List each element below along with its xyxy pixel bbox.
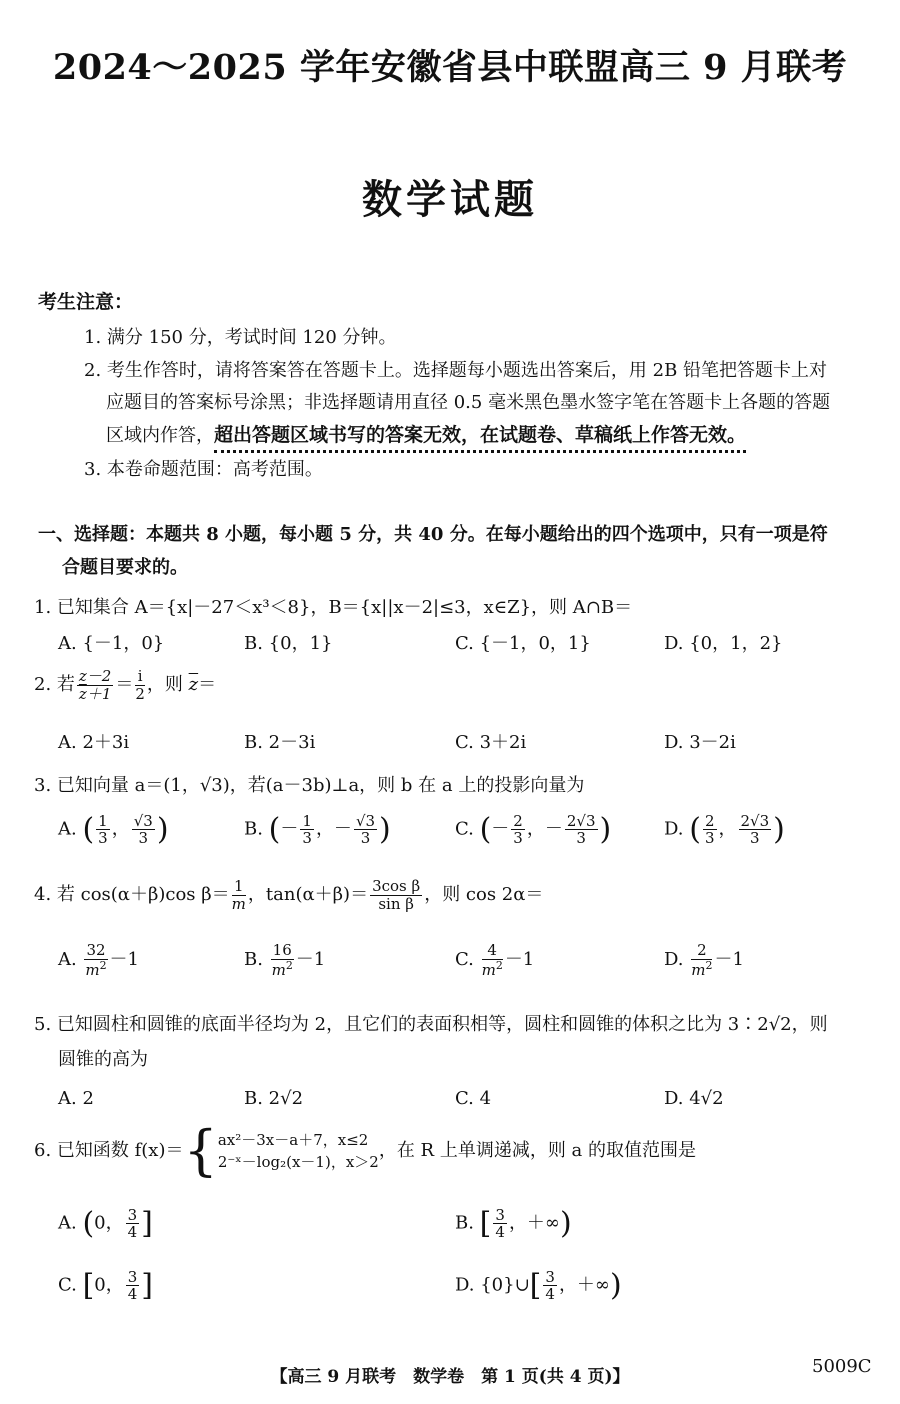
q6-piecewise: ax²－3x－a＋7，x≤2 2⁻ˣ－log₂(x－1)，x＞2 [217, 1130, 379, 1171]
q2-fraction-right: $\frac{i}{2}$ [135, 667, 145, 703]
q3-option-d: D. ( $\frac{2}{3}$ ， $\frac{2√3}{3}$ ) [664, 811, 785, 847]
q1-option-b: B. {0，1} [244, 633, 333, 654]
page-footer: 【高三 9 月联考 数学卷 第 1 页(共 4 页)】 [270, 1367, 630, 1387]
section-1-heading: 一、选择题：本题共 8 小题，每小题 5 分，共 40 分。在每小题给出的四个选项中，只有一项是符 [38, 524, 828, 545]
notice-item-2-line-2: 应题目的答案标号涂黑；非选择题请用直径 0.5 毫米黑色墨水签字笔在答题卡上各题的答题 [106, 392, 831, 413]
q6-option-b: B. [ $\frac{3}{4}$ ，＋∞) [455, 1205, 572, 1241]
q6-option-d: D. {0}∪[ $\frac{3}{4}$ ，＋∞) [455, 1267, 622, 1303]
q1-option-c: C. {－1，0，1} [455, 633, 591, 654]
notice-item-2-text: 区域内作答， [106, 425, 214, 446]
q1-option-d: D. {0，1，2} [664, 633, 783, 654]
notice-item-3: 3. 本卷命题范围：高考范围。 [84, 459, 323, 480]
q3-stem: 3. 已知向量 a＝(1，√3)，若(a－3b)⊥a，则 b 在 a 上的投影向量为 [34, 775, 585, 796]
q2-option-d: D. 3－2i [664, 732, 736, 753]
notice-emphasis: 超出答题区域书写的答案无效，在试题卷、草稿纸上作答无效。 [214, 424, 746, 453]
q3-option-b: B. (－ $\frac{1}{3}$ ，－ $\frac{√3}{3}$ ) [244, 811, 391, 847]
q1-stem: 1. 已知集合 A＝{x|－27＜x³＜8}，B＝{x||x－2|≤3，x∈Z}，则 A∩B＝ [34, 597, 633, 618]
q2-option-b: B. 2－3i [244, 732, 316, 753]
notice-item-1: 1. 满分 150 分，考试时间 120 分钟。 [84, 327, 397, 348]
q4-stem: 4. 若 cos(α＋β)cos β＝ $\frac{1}{m}$ ，tan(α＋β)＝ $\frac{\text{3cos β}}{\text{sin β}}$ ，则 cos 2α＝ [34, 877, 544, 913]
q5-option-b: B. 2√2 [244, 1088, 304, 1109]
q5-option-d: D. 4√2 [664, 1088, 724, 1109]
q3-option-a: A. ( $\frac{1}{3}$ ， $\frac{√3}{3}$ ) [58, 811, 169, 847]
q3-option-c: C. (－ $\frac{2}{3}$ ，－ $\frac{2√3}{3}$ ) [455, 811, 612, 847]
paper-code: 5009C [812, 1356, 872, 1377]
q2-option-c: C. 3＋2i [455, 732, 527, 753]
q5-stem-line-2: 圆锥的高为 [58, 1049, 148, 1070]
q2-fraction-left: $\frac{z-2}{\overline{z}+1}$ [78, 667, 112, 703]
exam-title: 2024～2025 学年安徽省县中联盟高三 9 月联考 [52, 47, 848, 88]
q4-option-b: B. $\frac{16}{m^2}$ －1 [244, 941, 326, 979]
q4-option-a: A. $\frac{32}{m^2}$ －1 [58, 941, 139, 979]
q4-fraction-2: $\frac{\text{3cos β}}{\text{sin β}}$ [372, 877, 421, 913]
notice-item-2-line-3 [106, 420, 746, 447]
q4-fraction-1: $\frac{1}{m}$ [231, 877, 246, 913]
q2-option-a: A. 2＋3i [58, 732, 130, 753]
notice-heading: 考生注意： [38, 291, 134, 313]
q5-stem-line-1: 5. 已知圆柱和圆锥的底面半径均为 2，且它们的表面积相等，圆柱和圆锥的体积之比为 3∶2√2，则 [34, 1014, 828, 1035]
q1-option-a: A. {－1，0} [58, 633, 165, 654]
q4-option-d: D. $\frac{2}{m^2}$ －1 [664, 941, 744, 979]
q6-option-a: A. (0， $\frac{3}{4}$ ] [58, 1205, 153, 1241]
q4-option-c: C. $\frac{4}{m^2}$ －1 [455, 941, 535, 979]
section-1-heading-cont: 合题目要求的。 [62, 557, 188, 578]
q6-option-c: C. [0， $\frac{3}{4}$ ] [58, 1267, 154, 1303]
q6-stem: 6. 已知函数 f(x)＝{ ax²－3x－a＋7，x≤2 2⁻ˣ－log₂(x－1)，x＞2 ，在 R 上单调递减，则 a 的取值范围是 [34, 1119, 696, 1182]
subject-title: 数学试题 [362, 176, 538, 223]
q2-stem: 2. 若 $\frac{z-2}{\overline{z}+1}$ ＝ $\frac{i}{2}$ ，则 $\overline{z}=$ [34, 667, 217, 703]
notice-item-2-line-1: 2. 考生作答时，请将答案答在答题卡上。选择题每小题选出答案后，用 2B 铅笔把答题卡上对 [84, 360, 828, 381]
q5-option-a: A. 2 [58, 1088, 94, 1109]
q5-option-c: C. 4 [455, 1088, 492, 1109]
